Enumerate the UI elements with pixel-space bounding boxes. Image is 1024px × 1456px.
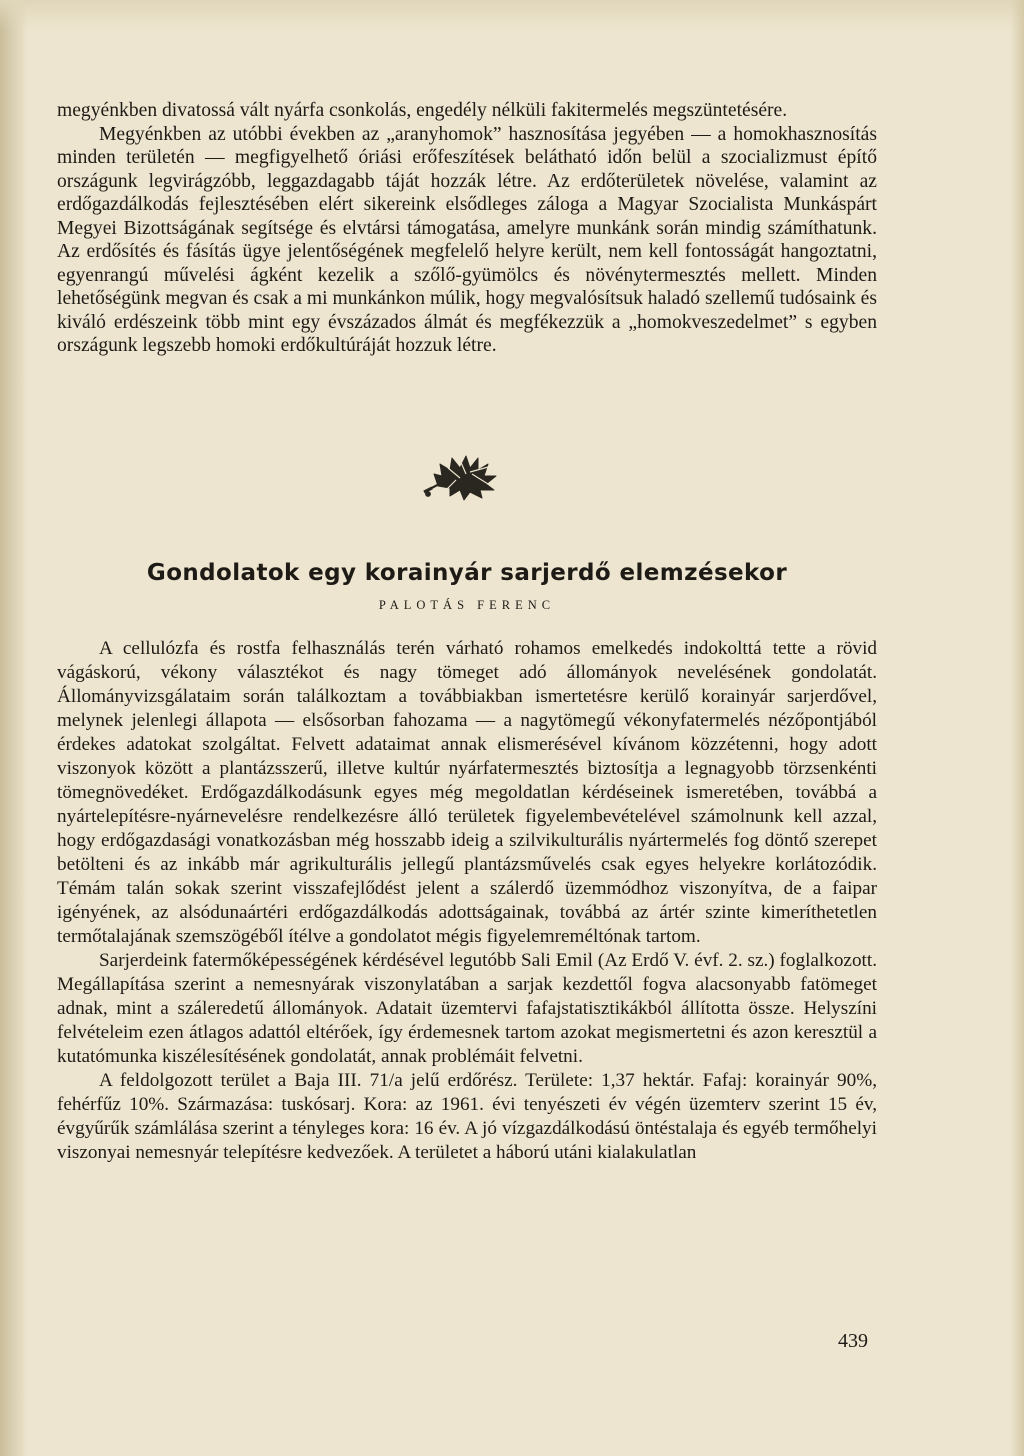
oak-leaf-icon — [420, 446, 510, 506]
article-title: Gondolatok egy korainyár sarjerdő elemzésekor — [146, 560, 788, 586]
article-paragraph: A cellulózfa és rostfa felhasználás terén várható rohamos emelkedés indokolttá tette a rövid vágáskorú, vékony választékot és nagy tömeget adó állományok nevelésének gondolatát. Állományvizsgálataim során találkoztam a továbbiakban ismertetésre kerülő korainyár sarjerdővel, melynek jelenlegi állapota — elsősorban fahozama — a nagytömegű vékonyfatermelés nézőpontjából érdekes adatokat szolgáltat. Felvett adataimat annak elismerésével kívánom közzétenni, hogy adott viszonyok között a plantázsszerű, illetve kultúr nyárfatermesztés biztosítja a legnagyobb törzsenkénti tömegnövedéket. Erdőgazdálkodásunk egyes még megoldatlan kérdéseinek ismeretében, továbbá a nyártelepítésre-nyárnevelésre rendelkezésre álló területek figyelembevételével számolnunk kell azzal, hogy erdőgazdasági vonatkozásban még hosszabb ideig a szilvikulturális nyártermelés fog döntő szerepet betölteni és az inkább már agrikulturális jellegű plantázsművelés csak egyes helyekre korlátozódik. Témám talán sokak szerint visszafejlődést jelent a szálerdő üzemmódhoz viszonyítva, de a faipar igényének, az alsódunaártéri erdőgazdálkodás adottságainak, továbbá az ártér szinte kimeríthetetlen termőtalajának szemszögéből ítélve a gondolatot mégis figyelemreméltónak tartom. — [57, 638, 877, 947]
continued-paragraph: megyénkben divatossá vált nyárfa csonkolás, engedély nélküli fakitermelés megszüntetésére. — [57, 100, 788, 121]
continued-text-block — [57, 99, 877, 358]
page-number: 439 — [838, 1330, 868, 1352]
continued-paragraph: Megyénkben az utóbbi években az „aranyhomok” hasznosítása jegyében — a homokhasznosítás minden területén — megfigyelhető óriási erőfeszítések belátható időn belül a szocializmust építő országunk legvirágzóbb, leggazdagabb táját hozzák létre. Az erdőterületek növelése, valamint az erdőgazdálkodás fejlesztésében elért sikereink elsődleges záloga a Magyar Szocialista Munkáspárt Megyei Bizottságának segítsége és elvtársi támogatása, amelyre munkánk során mindig számíthatunk. Az erdősítés és fásítás ügye jelentőségének megfelelő helyre került, nem kell fontosságát hangoztatni, egyenrangú művelési ágként kezelik a szőlő-gyümölcs és növénytermesztés mellett. Minden lehetőségünk megvan és csak a mi munkánkon múlik, hogy megvalósítsuk haladó szellemű tudósaink és kiváló erdészeink több mint egy évszázados álmát és megfékezzük a „homokveszedelmet” s egyben országunk legszebb homoki erdőkultúráját hozzuk létre. — [57, 123, 877, 356]
page-edge-shadow-right — [1010, 0, 1024, 1456]
article-paragraph: Sarjerdeink fatermőképességének kérdésével legutóbb Sali Emil (Az Erdő V. évf. 2. sz.) foglalkozott. Megállapítása szerint a nemesnyárak viszonylatában a sarjak kezdettől fogva alacsonyabb fatömeget adnak, mint a száleredetű állományok. Adatait üzemtervi fafajstatisztikákból állította össze. Helyszíni felvételeim ezen átlagos adattól eltérőek, így érdemesnek tartom azokat megismertetni és azon keresztül a kutatómunka kiszélesítésének gondolatát, annak problémáit felvetni. — [57, 950, 877, 1067]
page-edge-shadow-left — [0, 0, 28, 1456]
article-body — [57, 637, 877, 1165]
article-author: PALOTÁS FERENC — [378, 598, 556, 612]
page-edge-shadow-top — [0, 0, 1024, 30]
article-paragraph: A feldolgozott terület a Baja III. 71/a jelű erdőrész. Területe: 1,37 hektár. Fafaj: korainyár 90%, fehérfűz 10%. Származása: tuskósarj. Kora: az 1961. évi tenyészeti év végén üzemterv szerint 15 év, évgyűrűk számlálása szerint a tényleges kora: 16 év. A jó vízgazdálkodású öntéstalaja és egyéb termőhelyi viszonyai nemesnyár telepítésre kedvezőek. A területet a háború utáni kialakulatlan — [57, 1070, 877, 1163]
